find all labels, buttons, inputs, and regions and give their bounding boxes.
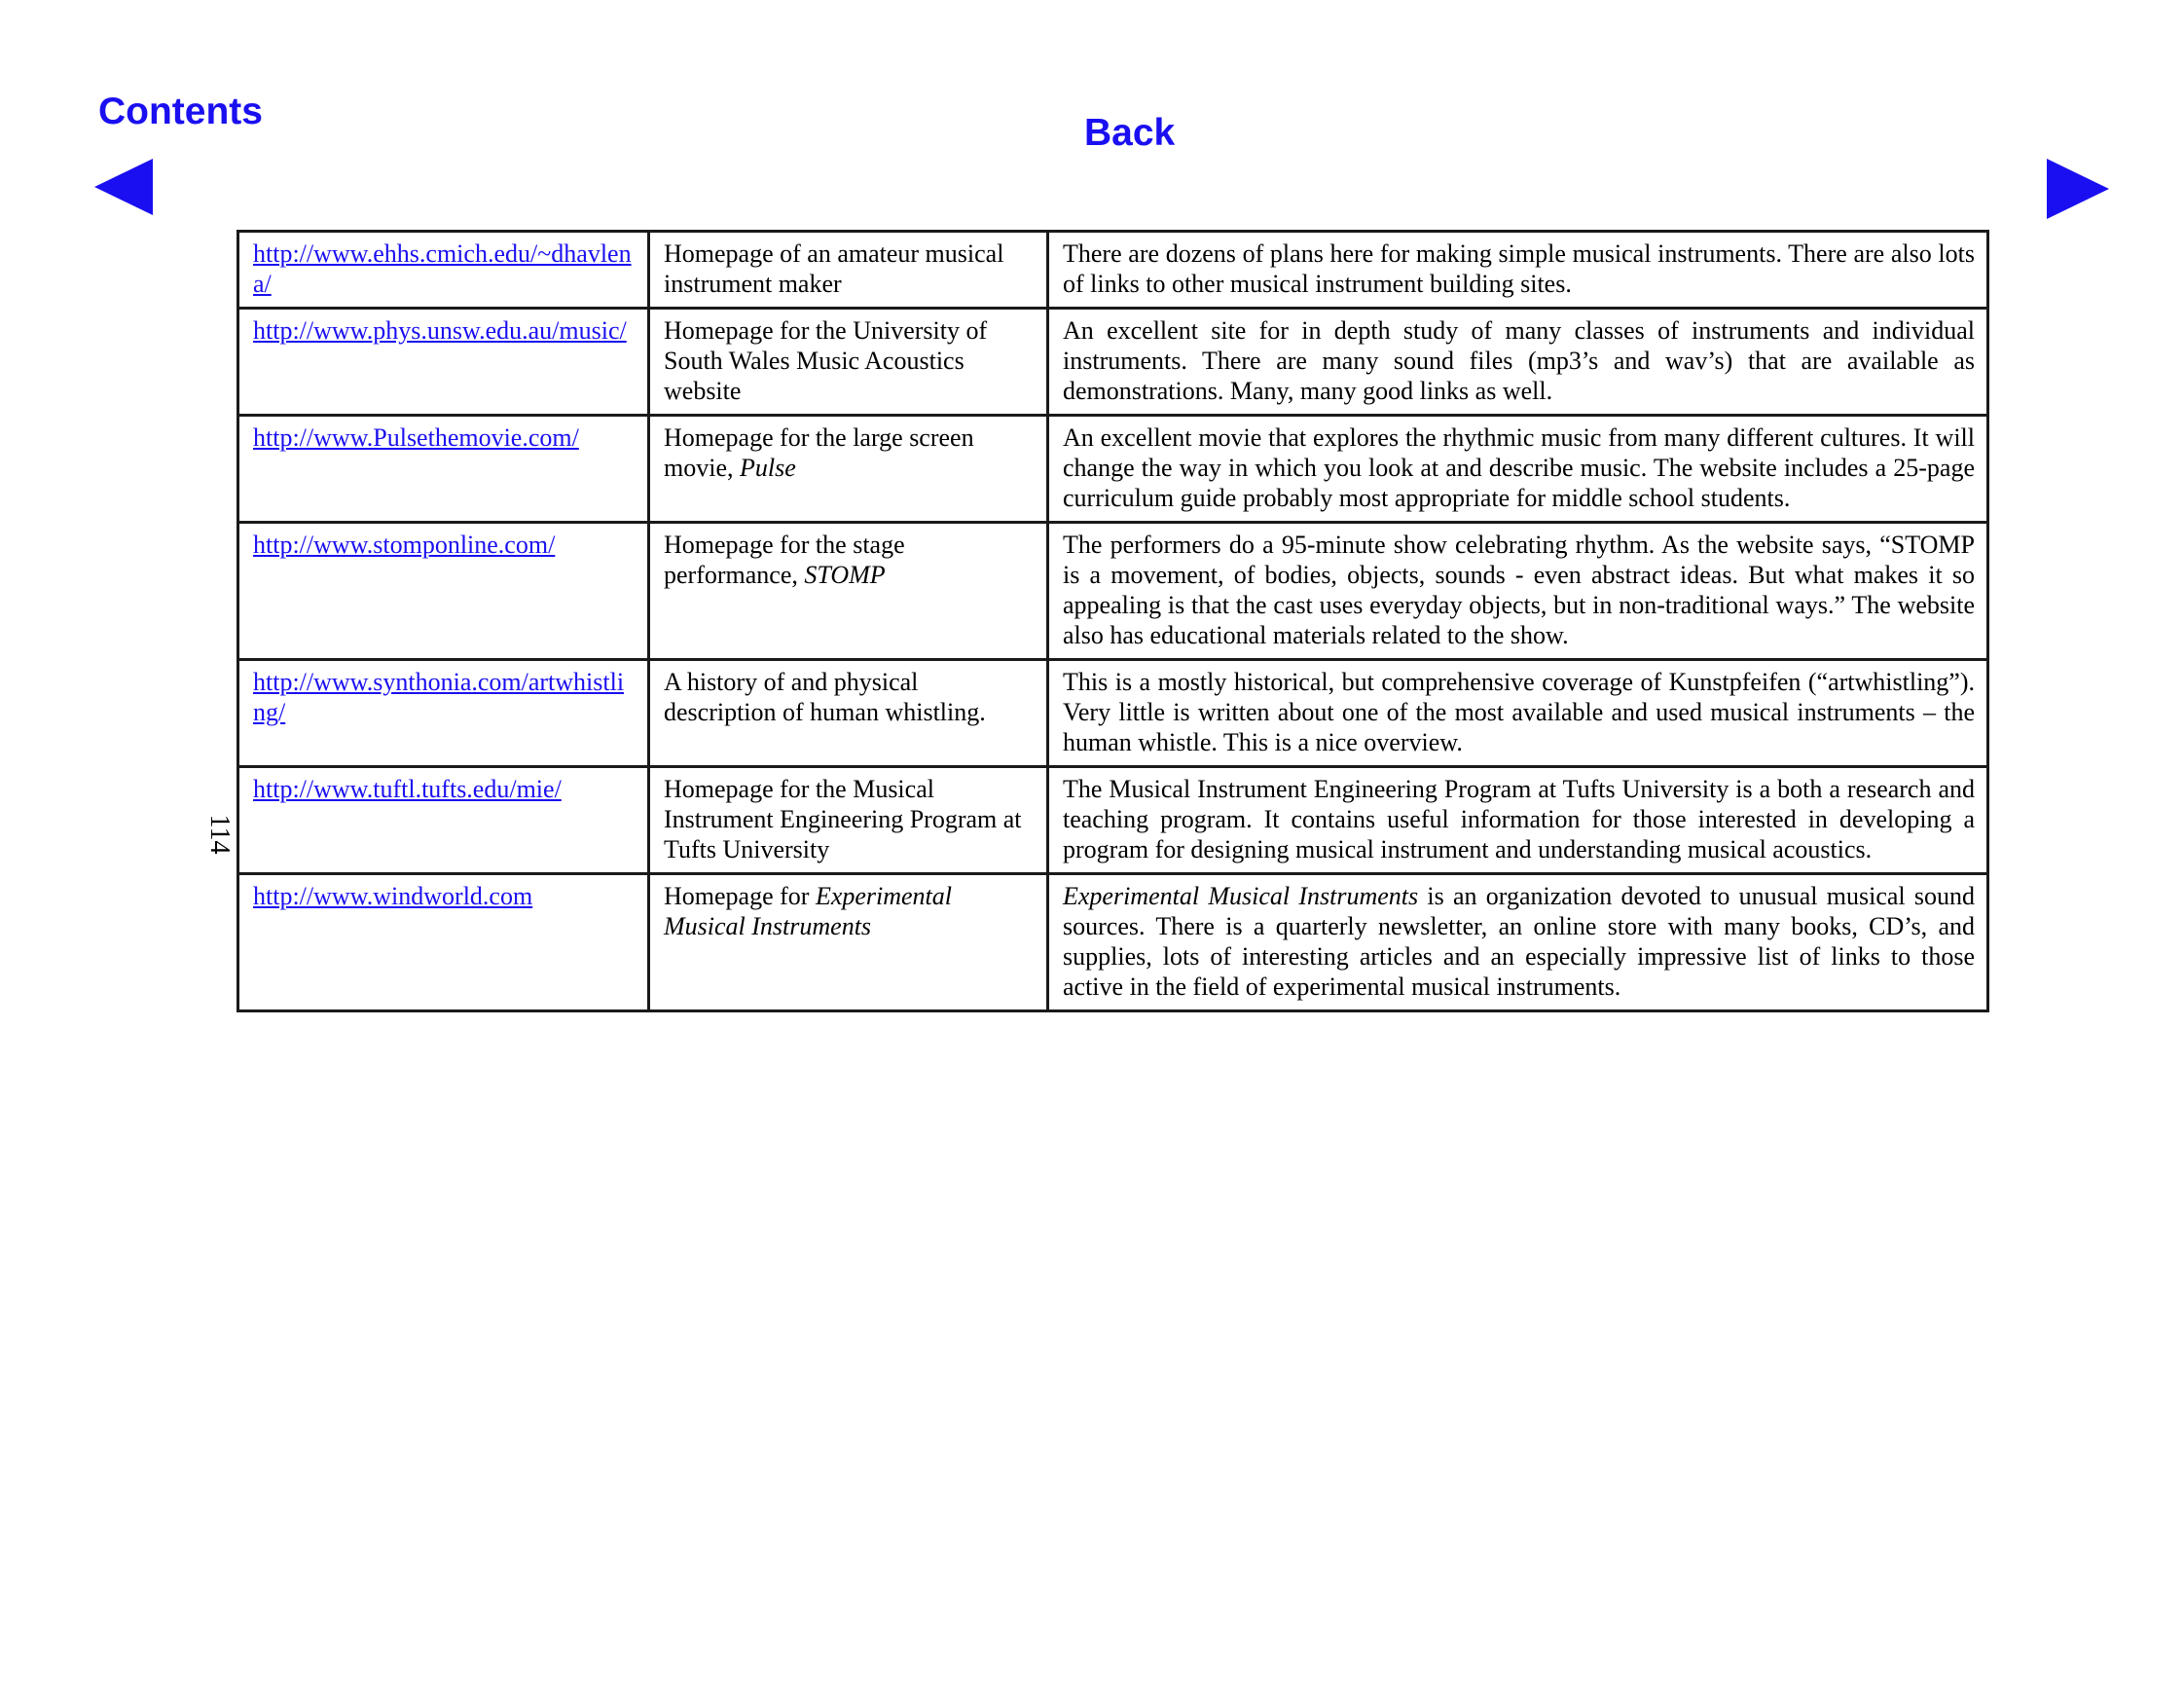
description-text: This is a mostly historical, but comprehensive coverage of Kunstpfeifen (“artwhistling”). Very little is written about one of the most available and used musical instruments – the human whistle. This is a nice overview. xyxy=(1063,668,1975,756)
contents-link[interactable]: Contents xyxy=(98,91,263,132)
summary-title-italic: Experimental Musical Instruments xyxy=(664,882,953,940)
table-row xyxy=(238,416,1988,523)
description-cell xyxy=(1048,232,1988,309)
url-cell xyxy=(238,232,649,309)
summary-cell xyxy=(649,232,1048,309)
table-row xyxy=(238,874,1988,1011)
summary-title-italic: Pulse xyxy=(740,454,796,482)
summary-cell xyxy=(649,309,1048,416)
website-link[interactable]: http://www.Pulsethemovie.com/ xyxy=(253,423,579,452)
resource-table xyxy=(237,230,1989,1012)
table-row xyxy=(238,523,1988,660)
description-text: The Musical Instrument Engineering Program at Tufts University is a both a research and teaching program. It contains useful information for those interested in developing a program for designing musical instrument and understanding musical acoustics. xyxy=(1063,775,1975,863)
url-cell xyxy=(238,767,649,874)
url-cell xyxy=(238,523,649,660)
back-link[interactable]: Back xyxy=(1084,112,1176,154)
summary-text: A history of and physical description of human whistling. xyxy=(664,668,986,726)
summary-title-italic: STOMP xyxy=(804,561,886,589)
description-text: An excellent movie that explores the rhythmic music from many different cultures. It will change the way in which you look at and describe music. The website includes a 25-page curriculum guide probably most appropriate for middle school students. xyxy=(1063,423,1975,512)
url-cell xyxy=(238,874,649,1011)
summary-text: Homepage for the large screen movie, xyxy=(664,423,974,482)
summary-cell xyxy=(649,416,1048,523)
url-cell xyxy=(238,660,649,767)
table-row xyxy=(238,767,1988,874)
description-text: An excellent site for in depth study of many classes of instruments and individual instruments. There are many sound files (mp3’s and wav’s) that are available as demonstrations. Many, many good links as well. xyxy=(1063,316,1975,405)
description-text: The performers do a 95-minute show celebrating rhythm. As the website says, “STOMP is a movement, of bodies, objects, sounds - even abstract ideas. But what makes it so appealing is that the cast uses everyday objects, but in non-traditional ways.” The website also has educational materials related to the show. xyxy=(1063,531,1975,649)
description-cell xyxy=(1048,416,1988,523)
previous-page-arrow-icon[interactable] xyxy=(94,159,153,215)
page-number: 114 xyxy=(204,814,235,855)
summary-text: Homepage for the University of South Wales Music Acoustics website xyxy=(664,316,988,405)
website-link[interactable]: http://www.ehhs.cmich.edu/~dhavlena/ xyxy=(253,239,632,298)
website-link[interactable]: http://www.windworld.com xyxy=(253,882,533,910)
website-link[interactable]: http://www.tuftl.tufts.edu/mie/ xyxy=(253,775,562,803)
website-link[interactable]: http://www.synthonia.com/artwhistling/ xyxy=(253,668,625,726)
summary-text: Homepage of an amateur musical instrument maker xyxy=(664,239,1004,298)
table-row xyxy=(238,309,1988,416)
next-page-arrow-icon[interactable] xyxy=(2047,159,2109,219)
description-cell xyxy=(1048,309,1988,416)
url-cell xyxy=(238,309,649,416)
summary-cell xyxy=(649,523,1048,660)
summary-cell xyxy=(649,874,1048,1011)
website-link[interactable]: http://www.stomponline.com/ xyxy=(253,531,556,559)
description-text: is an organization devoted to unusual musical sound sources. There is a quarterly newsletter, an online store with many books, CD’s, and supplies, lots of interesting articles and an especially impressive list of links to those active in the field of experimental musical instruments. xyxy=(1063,882,1975,1001)
description-cell xyxy=(1048,660,1988,767)
description-cell xyxy=(1048,874,1988,1011)
url-cell xyxy=(238,416,649,523)
summary-cell xyxy=(649,660,1048,767)
website-link[interactable]: http://www.phys.unsw.edu.au/music/ xyxy=(253,316,627,345)
description-title-italic: Experimental Musical Instruments xyxy=(1063,882,1419,910)
table-row xyxy=(238,660,1988,767)
table-row xyxy=(238,232,1988,309)
description-cell xyxy=(1048,767,1988,874)
summary-text: Homepage for the Musical Instrument Engineering Program at Tufts University xyxy=(664,775,1022,863)
description-text: There are dozens of plans here for making simple musical instruments. There are also lots of links to other musical instrument building sites. xyxy=(1063,239,1975,298)
summary-text: Homepage for the stage performance, xyxy=(664,531,905,589)
description-cell xyxy=(1048,523,1988,660)
summary-cell xyxy=(649,767,1048,874)
summary-text: Homepage for xyxy=(664,882,816,910)
